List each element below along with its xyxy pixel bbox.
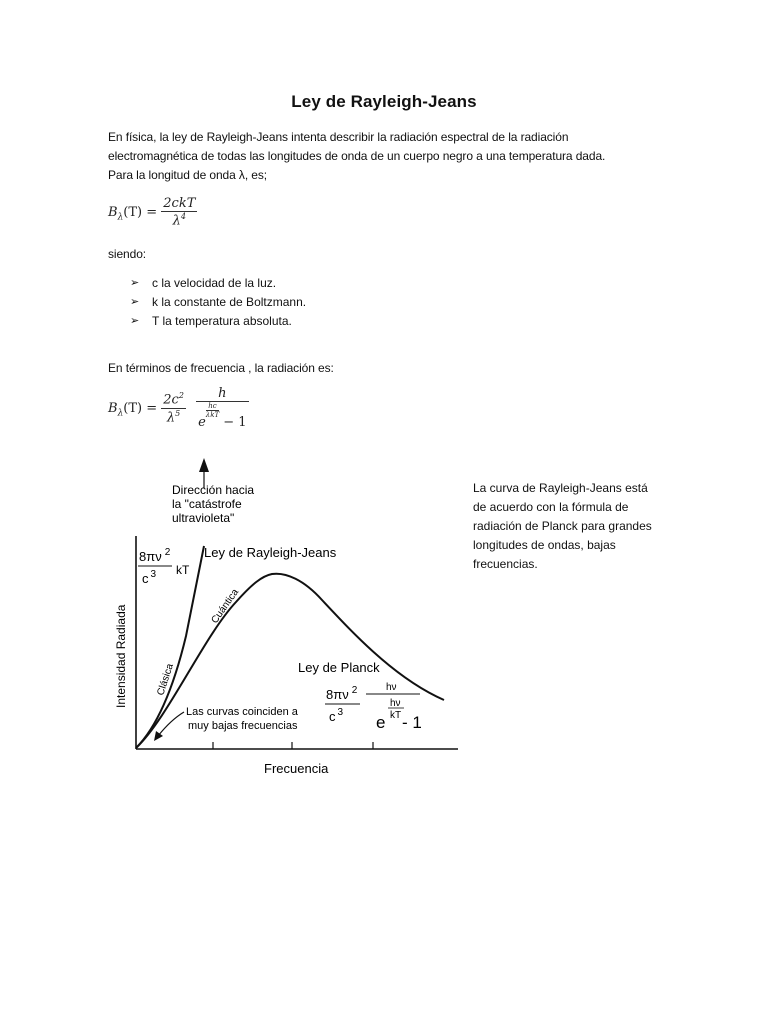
formula-tail: - 1	[402, 713, 422, 732]
exponent-denominator: kT	[390, 710, 402, 721]
formula-fraction: $\frac{\text{2ckT}}{\lambda^4}$	[163, 196, 196, 229]
formula-fraction: $\frac{2c^2}{\lambda^5}$	[163, 391, 184, 425]
x-axis-label: Frecuencia	[264, 761, 329, 776]
arrow-bullet-icon: ➢	[130, 315, 140, 327]
rayleigh-jeans-frequency-formula	[108, 386, 249, 430]
intro-line: electromagnética de todas las longitudes de onda de un cuerpo negro a una temperatura dada.	[108, 149, 606, 163]
caption-line: de acuerdo con la fórmula de	[473, 500, 629, 514]
formula-tail: kT	[176, 563, 190, 577]
caption-line: longitudes de ondas, bajas	[473, 538, 616, 552]
planck-label: Ley de Planck	[298, 660, 380, 675]
definitions-list	[130, 274, 306, 331]
caption-line: La curva de Rayleigh-Jeans está	[473, 481, 648, 495]
intro-line: En física, la ley de Rayleigh-Jeans intenta describir la radiación espectral de la radiación	[108, 130, 569, 144]
uv-note-line: la "catástrofe	[172, 497, 242, 511]
formula-numerator: hν	[386, 682, 397, 693]
page-title: Ley de Rayleigh-Jeans	[291, 92, 477, 111]
formula-numerator: 8πν $^2$	[326, 685, 358, 702]
formula-lhs: $B_\lambda(T)$ =	[108, 400, 158, 419]
formula-fraction: h e hc λkT − 1	[198, 386, 247, 430]
caption-line: frecuencias.	[473, 557, 538, 571]
planck-formula	[325, 682, 422, 732]
rayleigh-jeans-label: Ley de Rayleigh-Jeans	[204, 545, 337, 560]
classic-label: Clásica	[155, 662, 176, 697]
intro-paragraph	[108, 128, 668, 185]
y-axis-label: Intensidad Radiada	[114, 604, 128, 708]
formula-denominator: c $^3$	[329, 707, 344, 724]
formula-numerator: 8πν $^2$	[139, 547, 171, 564]
arrow-bullet-icon: ➢	[130, 277, 140, 289]
arrow-bullet-icon: ➢	[130, 296, 140, 308]
quantum-label: Cuántica	[209, 587, 242, 626]
uv-note-line: Dirección hacia	[172, 483, 255, 497]
list-item: ➢ c la velocidad de la luz.	[130, 274, 306, 293]
uv-note-line: ultravioleta"	[172, 511, 235, 525]
frequency-intro: En términos de frecuencia , la radiación es:	[108, 361, 334, 375]
coincide-note-line: Las curvas coinciden a	[186, 706, 298, 718]
figure-caption	[473, 479, 673, 574]
caption-line: radiación de Planck para grandes	[473, 519, 652, 533]
planck-rayleigh-jeans-figure	[108, 456, 468, 786]
rayleigh-jeans-formula	[138, 547, 190, 586]
formula-lhs: $B_\lambda(T)$ =	[108, 204, 158, 223]
list-item: ➢ k la constante de Boltzmann.	[130, 293, 306, 312]
exponent-numerator: hν	[390, 698, 401, 709]
intro-line: Para la longitud de onda λ, es;	[108, 168, 268, 182]
coincide-note-line: muy bajas frecuencias	[188, 720, 298, 732]
exponential-base: e	[376, 713, 386, 732]
formula-denominator: c $^3$	[142, 569, 157, 586]
rayleigh-jeans-wavelength-formula	[108, 196, 197, 228]
list-item: ➢ T la temperatura absoluta.	[130, 312, 306, 331]
siendo-label: siendo:	[108, 247, 146, 261]
